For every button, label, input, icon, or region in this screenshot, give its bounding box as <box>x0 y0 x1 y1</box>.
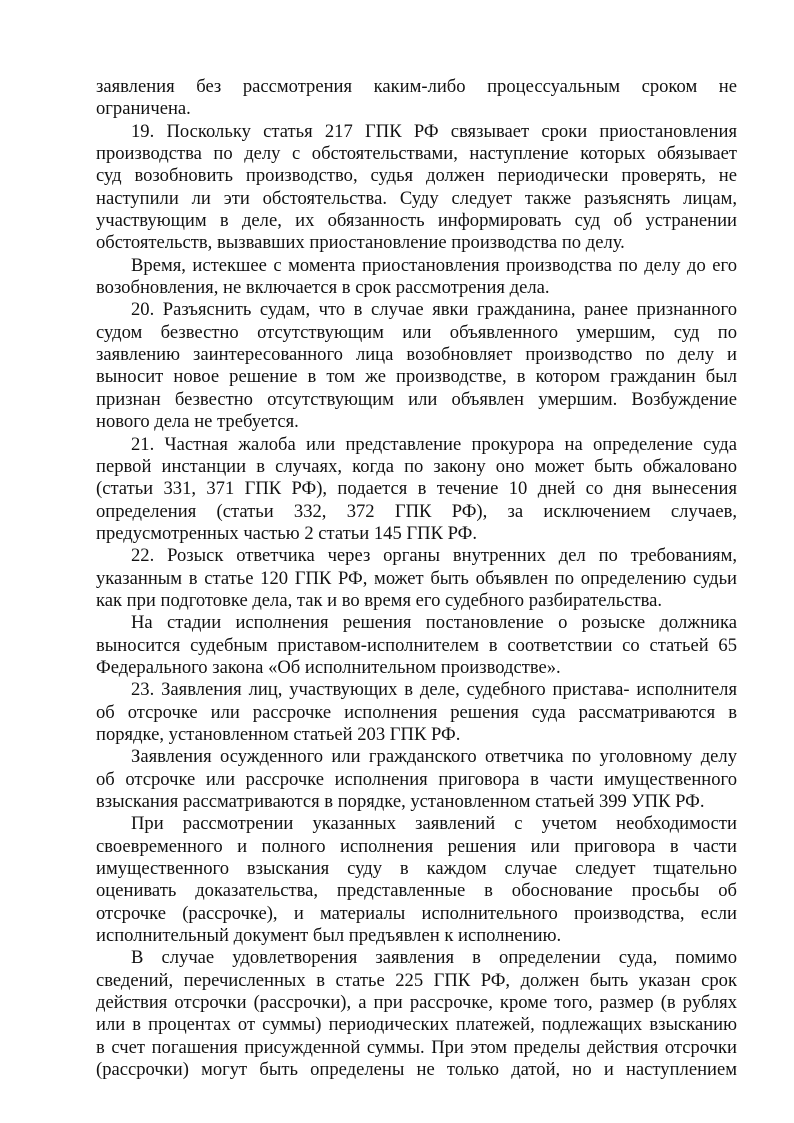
paragraph-23-consideration <box>96 813 737 947</box>
text-line: первой инстанции в случаях, когда по закону оно может быть обжаловано <box>96 455 737 477</box>
text-line: порядке, установленном статьей 203 ГПК РФ. <box>96 723 461 745</box>
document-page <box>96 76 737 1081</box>
text-line: имущественного взыскания суду в каждом случае следует тщательно <box>96 858 737 880</box>
text-line: или в процентах от суммы) периодических платежей, подлежащих взысканию <box>96 1014 737 1036</box>
text-line: признан безвестно отсутствующим или объявлен умершим. Возбуждение <box>96 388 737 410</box>
text-line: определения (статьи 332, 372 ГПК РФ), за исключением случаев, <box>96 500 737 522</box>
text-line: своевременного и полного исполнения решения или приговора в части <box>96 835 737 857</box>
text-line: Федерального закона «Об исполнительном производстве». <box>96 656 561 678</box>
text-line: в счет погашения присужденной суммы. При этом пределы действия отсрочки <box>96 1036 737 1058</box>
text-line: возобновления, не включается в срок рассмотрения дела. <box>96 277 550 299</box>
text-line: исполнительный документ был предъявлен к исполнению. <box>96 925 562 947</box>
text-line: оценивать доказательства, представленные в обоснование просьбы об <box>96 880 737 902</box>
text-line: производства по делу с обстоятельствами, наступление которых обязывает <box>96 143 737 165</box>
text-line: участвующим в деле, их обязанность информировать суд об устранении <box>96 210 737 232</box>
text-line: действия отсрочки (рассрочки), а при рассрочке, кроме того, размер (в рублях <box>96 992 737 1014</box>
text-line: заявления без рассмотрения каким-либо процессуальным сроком не <box>96 76 737 97</box>
paragraph-23-convicted <box>96 746 737 813</box>
text-line: обстоятельств, вызвавших приостановление производства по делу. <box>96 232 625 254</box>
text-line: (рассрочки) могут быть определены не только датой, но и наступлением <box>96 1059 737 1081</box>
text-line: При рассмотрении указанных заявлений с учетом необходимости <box>131 813 737 835</box>
text-line: наступили ли эти обстоятельства. Суду следует также разъяснять лицам, <box>96 187 737 209</box>
text-line: взыскания рассматриваются в порядке, установленном статьей 399 УПК РФ. <box>96 791 705 812</box>
paragraph-20 <box>96 299 737 433</box>
text-line: об отсрочке или рассрочке исполнения решения суда рассматриваются в <box>96 701 737 723</box>
text-line: 20. Разъяснить судам, что в случае явки гражданина, ранее признанного <box>131 299 737 321</box>
text-line: выносит новое решение в том же производстве, в котором гражданин был <box>96 366 737 388</box>
paragraph-22 <box>96 545 737 612</box>
text-line: нового дела не требуется. <box>96 411 299 433</box>
text-line: выносится судебным приставом-исполнителем в соответствии со статьей 65 <box>96 634 737 656</box>
text-line: 23. Заявления лиц, участвующих в деле, судебного пристава- исполнителя <box>131 679 737 701</box>
paragraph-21 <box>96 434 737 546</box>
text-line: указанным в статье 120 ГПК РФ, может быть объявлен по определению судьи <box>96 567 737 589</box>
text-line: предусмотренных частью 2 статьи 145 ГПК РФ. <box>96 522 477 544</box>
text-line: 21. Частная жалоба или представление прокурора на определение суда <box>131 433 737 455</box>
paragraph-23 <box>96 679 737 746</box>
text-line: заявлению заинтересованного лица возобновляет производство по делу и <box>96 344 737 366</box>
text-line: Время, истекшее с момента приостановления производства по делу до его <box>131 254 737 276</box>
text-line: суд возобновить производство, судья должен периодически проверять, не <box>96 165 737 187</box>
paragraph-18-continuation <box>96 76 737 121</box>
text-line: (статьи 331, 371 ГПК РФ), подается в течение 10 дней со дня вынесения <box>96 478 737 500</box>
text-line: судом безвестно отсутствующим или объявленного умершим, суд по <box>96 321 737 343</box>
paragraph-22-enforcement <box>96 612 737 679</box>
paragraph-19 <box>96 121 737 255</box>
text-line: 22. Розыск ответчика через органы внутренних дел по требованиям, <box>131 545 737 567</box>
text-line: об отсрочке или рассрочке исполнения приговора в части имущественного <box>96 768 737 790</box>
text-line: В случае удовлетворения заявления в определении суда, помимо <box>131 947 737 969</box>
paragraph-19-time <box>96 255 737 300</box>
text-line: отсрочке (рассрочке), и материалы исполнительного производства, если <box>96 902 737 924</box>
text-line: ограничена. <box>96 98 191 120</box>
text-line: как при подготовке дела, так и во время его судебного разбирательства. <box>96 589 663 611</box>
text-line: Заявления осужденного или гражданского ответчика по уголовному делу <box>131 746 737 768</box>
text-line: На стадии исполнения решения постановление о розыске должника <box>131 612 737 634</box>
text-line: 19. Поскольку статья 217 ГПК РФ связывает сроки приостановления <box>131 120 737 142</box>
paragraph-23-satisfaction <box>96 947 737 1081</box>
text-line: сведений, перечисленных в статье 225 ГПК РФ, должен быть указан срок <box>96 969 737 991</box>
